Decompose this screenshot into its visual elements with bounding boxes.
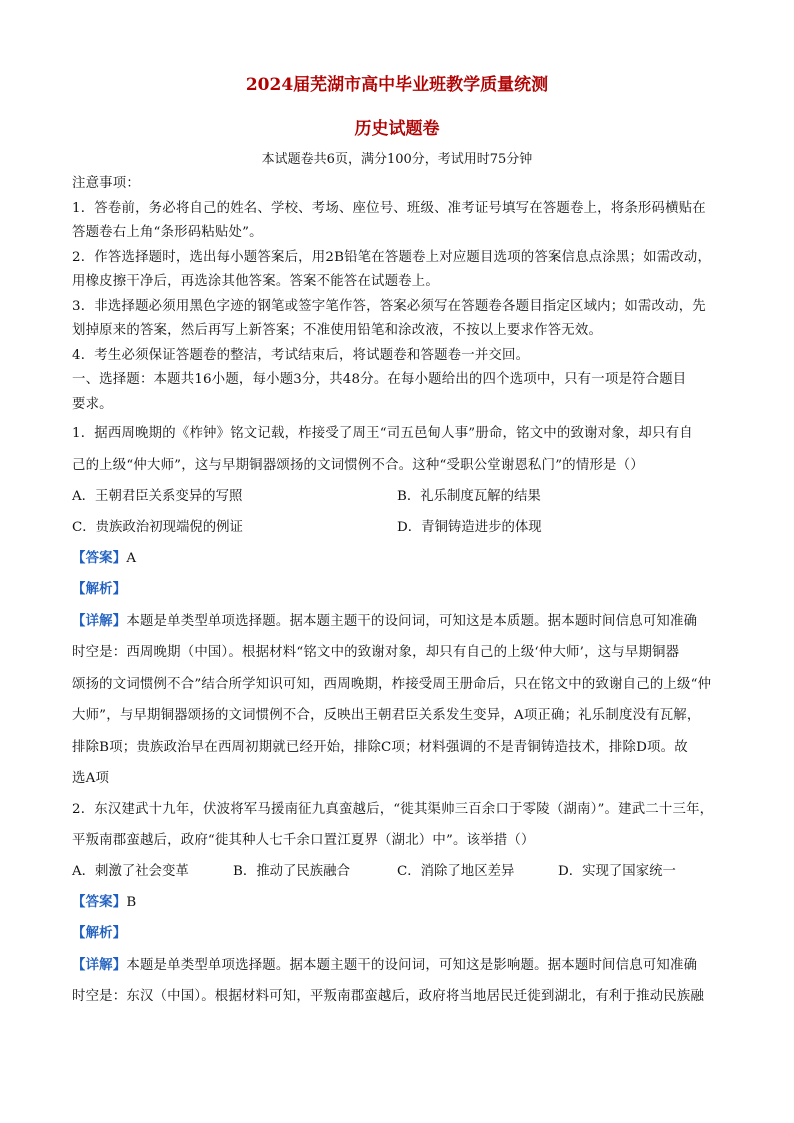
detail-text: 本题是单类型单项选择题。据本题主题干的设问词，可知这是本质题。据本题时间信息可知准确 — [126, 614, 698, 629]
q1-option-a: A．王朝君臣关系变异的写照 — [72, 489, 243, 504]
q2-option-b: B．推动了民族融合 — [233, 864, 350, 879]
q1-option-c: C．贵族政治初现端倪的例证 — [72, 520, 243, 535]
q2-stem-line: 平叛南郡蛮越后，政府“徙其种人七千余口置江夏界（湖北）中”。该举措（） — [72, 833, 535, 848]
q2-detail-line — [72, 954, 732, 973]
q2-option-d: D．实现了国家统一 — [558, 864, 676, 879]
notice-line: 答题卷右上角“条形码粘贴处”。 — [72, 225, 263, 240]
detail-text: 本题是单类型单项选择题。据本题主题干的设问词，可知这是影响题。据本题时间信息可知准确 — [126, 958, 698, 973]
exam-info: 本试题卷共6页，满分100分，考试用时75分钟 — [261, 152, 533, 167]
q1-detail-line — [72, 610, 732, 629]
section-heading-cont: 要求。 — [72, 397, 113, 412]
analysis-tag: 【解析】 — [72, 925, 127, 941]
exam-title: 2024届芜湖市高中毕业班教学质量统测 — [245, 75, 549, 95]
detail-tag: 【详解】 — [72, 613, 127, 629]
q1-stem-line: 1．据西周晚期的《柞钟》铭文记载，柞接受了周王“司五邑甸人事”册命，铭文中的致谢对象，却只有自 — [72, 426, 693, 441]
detail-tag: 【详解】 — [72, 957, 127, 973]
q1-detail-line: 选A项 — [72, 771, 110, 786]
answer-tag: 【答案】 — [72, 550, 127, 566]
answer-value: A — [126, 551, 137, 566]
notice-line: 1．答卷前，务必将自己的姓名、学校、考场、座位号、班级、准考证号填写在答题卷上，将条形码横贴在 — [72, 201, 706, 216]
q2-option-a: A．刺激了社会变革 — [72, 864, 189, 879]
notice-line: 3．非选择题必须用黑色字迹的钢笔或签字笔作答，答案必须写在答题卷各题目指定区域内；如需改动，先 — [72, 299, 706, 314]
q2-answer — [72, 891, 732, 910]
q1-answer — [72, 547, 732, 566]
q1-detail-line: 排除B项；贵族政治早在西周初期就已经开始，排除C项；材料强调的不是青铜铸造技术，排除D项。故 — [72, 740, 688, 755]
notice-line: 4．考生必须保证答题卷的整洁，考试结束后，将试题卷和答题卷一并交回。 — [72, 348, 530, 363]
q1-analysis-tag — [72, 578, 732, 597]
notice-line: 用橡皮擦干净后，再选涂其他答案。答案不能答在试题卷上。 — [72, 274, 439, 289]
q1-option-d: D．青铜铸造进步的体现 — [397, 520, 542, 535]
notice-line: 2．作答选择题时，选出每小题答案后，用2B铅笔在答题卷上对应题目选项的答案信息点涂黑；如需改动， — [72, 250, 712, 265]
q2-analysis-tag — [72, 922, 732, 941]
q1-detail-line: 时空是：西周晚期（中国）。根据材料“铭文中的致谢对象，却只有自己的上级‘仲大师’，这与早期铜器 — [72, 645, 680, 660]
q2-option-c: C．消除了地区差异 — [397, 864, 515, 879]
notice-line: 划掉原来的答案，然后再写上新答案；不准使用铅笔和涂改液，不按以上要求作答无效。 — [72, 323, 603, 338]
q1-detail-line: 大师”，与早期铜器颂扬的文词惯例不合，反映出王朝君臣关系发生变异，A项正确；礼乐制度没有瓦解， — [72, 708, 701, 723]
analysis-tag: 【解析】 — [72, 581, 127, 597]
notice-heading: 注意事项： — [72, 176, 140, 191]
section-heading: 一、选择题：本题共16小题，每小题3分，共48分。在每小题给出的四个选项中，只有一项是符合题目 — [72, 372, 687, 387]
q1-detail-line: 颂扬的文词惯例不合”结合所学知识可知，西周晚期，柞接受周王册命后，只在铭文中的致谢自己的上级“仲 — [72, 677, 712, 692]
subject-title: 历史试题卷 — [354, 119, 440, 139]
q1-option-b: B．礼乐制度瓦解的结果 — [397, 489, 541, 504]
q2-detail-line: 时空是：东汉（中国）。根据材料可知，平叛南郡蛮越后，政府将当地居民迁徙到湖北，有利于推动民族融 — [72, 989, 705, 1004]
q2-stem-line: 2．东汉建武十九年，伏波将军马援南征九真蛮越后，“徙其渠帅三百余口于零陵（湖南）”。建武二十三年， — [72, 802, 714, 817]
answer-value: B — [126, 895, 137, 910]
q1-stem-line: 己的上级“仲大师”，这与早期铜器颂扬的文词惯例不合。这种“受职公堂谢恩私门”的情形是（） — [72, 458, 644, 473]
answer-tag: 【答案】 — [72, 894, 127, 910]
